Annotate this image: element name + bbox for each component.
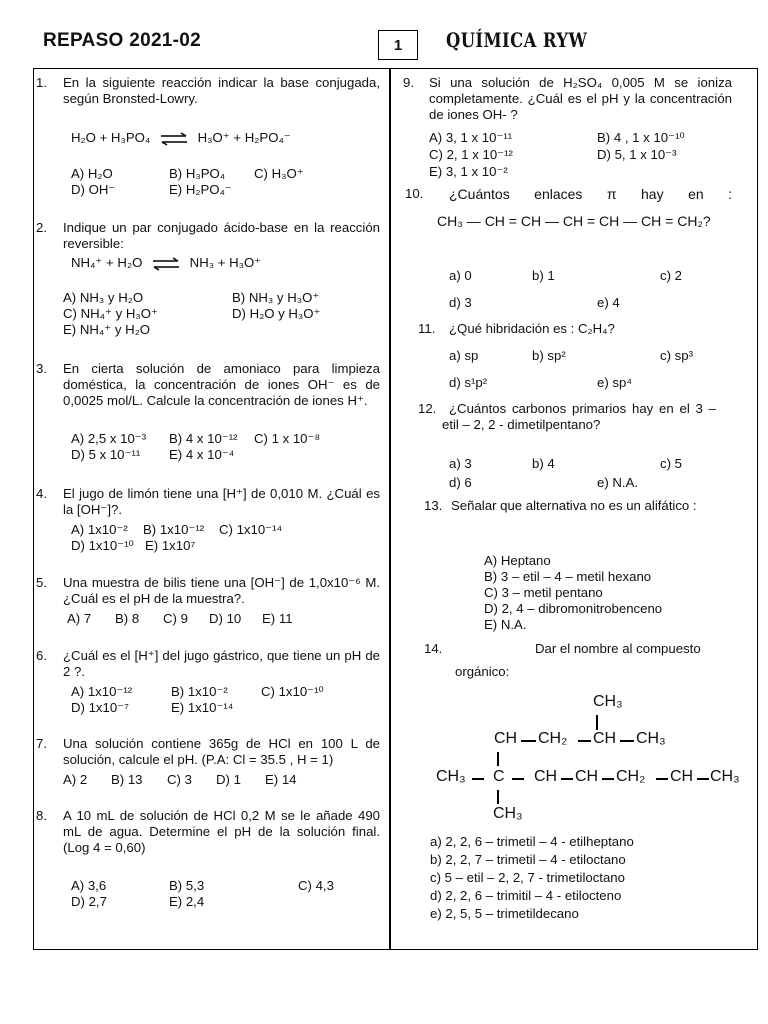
option-c: C) 2, 1 x 10⁻¹² — [429, 147, 513, 162]
option-b: B) 1x10⁻² — [171, 684, 228, 699]
option-c: c) sp³ — [660, 348, 693, 363]
option-d: D) 1x10⁻⁷ — [71, 700, 129, 715]
bond-horizontal — [697, 778, 709, 780]
question-text: Señalar que alternativa no es un alifático : — [451, 498, 697, 513]
question-3 — [36, 361, 380, 462]
bond-horizontal — [472, 778, 484, 780]
structural-formula — [398, 641, 740, 861]
formula: CH₃ — CH = CH — CH = CH — CH = CH₂? — [437, 213, 711, 229]
option-a: a) 3 — [449, 456, 472, 471]
struct-row2-ch-1: CH — [494, 730, 518, 747]
bond-horizontal — [512, 778, 524, 780]
option-c: C) 4,3 — [298, 878, 334, 893]
question-7 — [36, 736, 380, 787]
struct-row3-ch-3: CH — [670, 768, 694, 785]
question-text: Una solución contiene 365g de HCl en 100 L de solución, calcule el pH. (P.A: Cl = 35.5 , H = 1) — [63, 736, 380, 767]
option-a: a) 0 — [449, 268, 472, 283]
option-b: B) 1x10⁻¹² — [143, 522, 205, 537]
option-b: b) 2, 2, 7 – trimetil – 4 - etiloctano — [430, 852, 626, 867]
option-c: C) 3 — [167, 772, 192, 787]
struct-row3-ch3-right: CH₃ — [710, 768, 740, 785]
option-e: E) 14 — [265, 772, 297, 787]
question-6 — [36, 648, 380, 715]
option-b: B) 5,3 — [169, 878, 205, 893]
option-b: B) H₃PO₄ — [169, 166, 226, 181]
question-number: 5. — [36, 575, 47, 590]
option-d: D) 5 x 10⁻¹¹ — [71, 447, 141, 462]
struct-row3-c: C — [493, 768, 505, 785]
option-c: C) 1x10⁻¹⁴ — [219, 522, 283, 537]
option-c: C) NH₄⁺ y H₃O⁺ — [63, 306, 159, 321]
equilibrium-arrow-icon — [152, 258, 180, 270]
struct-top-ch3: CH₃ — [593, 693, 623, 710]
question-number: 13. — [424, 498, 443, 513]
question-12 — [398, 401, 732, 490]
option-b: b) 4 — [532, 456, 555, 471]
option-b: b) 1 — [532, 268, 555, 283]
option-d: d) s¹p² — [449, 375, 488, 390]
question-4 — [36, 486, 380, 553]
equation — [71, 255, 261, 271]
equation-left: NH₄⁺ + H₂O — [71, 255, 143, 270]
question-text: Si una solución de H₂SO₄ 0,005 M se ioniza completamente. ¿Cuál es el pH y la concentración de iones OH- ? — [429, 75, 732, 122]
bond-horizontal — [578, 740, 591, 742]
option-e: e) sp⁴ — [597, 375, 632, 390]
struct-row3-ch3-left: CH₃ — [436, 768, 466, 785]
question-number: 11. — [418, 321, 436, 336]
question-number: 8. — [36, 808, 47, 823]
option-b: b) sp² — [532, 348, 566, 363]
question-number: 6. — [36, 648, 47, 663]
question-9 — [398, 75, 732, 179]
option-d: D) H₂O y H₃O⁺ — [232, 306, 321, 321]
option-e: E) H₂PO₄⁻ — [169, 182, 232, 197]
struct-row3-ch-2: CH — [575, 768, 599, 785]
option-d: d) 2, 2, 6 – trimitil – 4 - etilocteno — [430, 888, 622, 903]
option-e: e) 2, 5, 5 – trimetildecano — [430, 906, 579, 921]
option-e: E) 1x10⁷ — [145, 538, 196, 553]
struct-row3-ch-1: CH — [534, 768, 558, 785]
struct-bottom-ch3: CH₃ — [493, 805, 523, 822]
question-text: ¿Cuántos enlaces π hay en : — [449, 186, 732, 202]
question-number: 10. — [405, 186, 424, 201]
question-text: ¿Cuántos carbonos primarios hay en el 3 – etil – 2, 2 - dimetilpentano? — [442, 401, 716, 432]
question-number: 7. — [36, 736, 47, 751]
bond-vertical — [497, 752, 499, 766]
struct-row3-ch2: CH₂ — [616, 768, 646, 785]
option-b: B) 3 – etil – 4 – metil hexano — [484, 569, 652, 584]
column-divider — [389, 68, 391, 950]
option-b: B) 13 — [111, 772, 143, 787]
option-a: A) H₂O — [71, 166, 113, 181]
bond-vertical — [596, 715, 598, 730]
question-1 — [36, 75, 380, 197]
option-a: A) 1x10⁻² — [71, 522, 128, 537]
question-5 — [36, 575, 380, 626]
bond-horizontal — [521, 740, 536, 742]
option-b: B) 4 x 10⁻¹² — [169, 431, 238, 446]
option-c: C) 1 x 10⁻⁸ — [254, 431, 321, 446]
option-b: B) NH₃ y H₃O⁺ — [232, 290, 320, 305]
equilibrium-arrow-icon — [160, 133, 188, 145]
question-number: 9. — [403, 75, 414, 90]
bond-horizontal — [561, 778, 573, 780]
option-a: A) 3, 1 x 10⁻¹¹ — [429, 130, 513, 145]
option-a: A) 3,6 — [71, 878, 107, 893]
question-text: En la siguiente reacción indicar la base conjugada, según Bronsted-Lowry. — [63, 75, 380, 106]
option-c: C) 3 – metil pentano — [484, 585, 603, 600]
option-a: a) 2, 2, 6 – trimetil – 4 - etilheptano — [430, 834, 634, 849]
question-text-line1: Dar el nombre al compuesto — [535, 641, 701, 656]
option-e: E) 4 x 10⁻⁴ — [169, 447, 235, 462]
option-d: D) OH⁻ — [71, 182, 116, 197]
header-title: REPASO 2021-02 — [43, 30, 202, 51]
question-number: 12. — [418, 401, 437, 416]
question-8 — [36, 808, 380, 909]
question-text: ¿Qué hibridación es : C₂H₄? — [449, 321, 615, 336]
question-text: ¿Cuál es el [H⁺] del jugo gástrico, que tiene un pH de 2 ?. — [63, 648, 380, 679]
option-a: A) Heptano — [484, 553, 551, 568]
question-number: 2. — [36, 220, 47, 235]
option-c: C) 1x10⁻¹⁰ — [261, 684, 324, 699]
option-e: E) NH₄⁺ y H₂O — [63, 322, 151, 337]
option-c: c) 2 — [660, 268, 682, 283]
question-number: 1. — [36, 75, 47, 90]
option-e: E) 11 — [262, 611, 293, 626]
option-d: D) 5, 1 x 10⁻³ — [597, 147, 677, 162]
option-e: E) 2,4 — [169, 894, 205, 909]
option-d: d) 6 — [449, 475, 472, 490]
option-c: c) 5 — [660, 456, 682, 471]
option-c: C) 9 — [163, 611, 188, 626]
question-text: Una muestra de bilis tiene una [OH⁻] de 1,0x10⁻⁶ M. ¿Cuál es el pH de la muestra?. — [63, 575, 380, 606]
option-d: D) 2, 4 – dibromonitrobenceno — [484, 601, 663, 616]
option-a: A) 1x10⁻¹² — [71, 684, 133, 699]
option-a: a) sp — [449, 348, 479, 363]
bond-vertical — [497, 790, 499, 804]
struct-row2-ch2: CH₂ — [538, 730, 568, 747]
question-number: 14. — [424, 641, 443, 656]
question-text: El jugo de limón tiene una [H⁺] de 0,010 M. ¿Cuál es la [OH⁻]?. — [63, 486, 380, 517]
option-d: d) 3 — [449, 295, 472, 310]
question-number: 4. — [36, 486, 47, 501]
option-d: D) 1x10⁻¹⁰ — [71, 538, 134, 553]
question-number: 3. — [36, 361, 47, 376]
option-a: A) 2 — [63, 772, 88, 787]
bond-horizontal — [602, 778, 614, 780]
bond-horizontal — [620, 740, 634, 742]
struct-row2-ch-2: CH — [593, 730, 617, 747]
equation-left: H₂O + H₃PO₄ — [71, 130, 151, 145]
question-text: A 10 mL de solución de HCl 0,2 M se le añade 490 mL de agua. Determine el pH de la solución final. (Log 4 = 0,60) — [63, 808, 380, 855]
page-number-box: 1 — [378, 30, 418, 60]
option-e: E) 1x10⁻¹⁴ — [171, 700, 234, 715]
option-d: D) 10 — [209, 611, 242, 626]
question-text: Indique un par conjugado ácido-base en la reacción reversible: — [63, 220, 380, 251]
option-b: B) 8 — [115, 611, 140, 626]
question-10 — [398, 186, 732, 310]
bond-horizontal — [656, 778, 668, 780]
option-e: e) 4 — [597, 295, 620, 310]
question-text: En cierta solución de amoniaco para limpieza doméstica, la concentración de iones OH⁻ es de 0,0025 mol/L. Calcule la concentración de iones H⁺. — [63, 361, 380, 408]
equation — [71, 130, 291, 146]
option-c: C) H₃O⁺ — [254, 166, 304, 181]
equation-right: H₃O⁺ + H₂PO₄⁻ — [197, 130, 291, 145]
option-b: B) 4 , 1 x 10⁻¹⁰ — [597, 130, 685, 145]
option-a: A) 2,5 x 10⁻³ — [71, 431, 147, 446]
equation-right: NH₃ + H₃O⁺ — [189, 255, 262, 270]
question-2 — [36, 220, 380, 337]
option-e: E) N.A. — [484, 617, 527, 632]
option-d: D) 2,7 — [71, 894, 107, 909]
struct-row2-ch3: CH₃ — [636, 730, 666, 747]
option-e: e) N.A. — [597, 475, 639, 490]
option-e: E) 3, 1 x 10⁻² — [429, 164, 508, 179]
header-subject: QUÍMICA RYW — [446, 28, 588, 52]
option-d: D) 1 — [216, 772, 241, 787]
option-c: c) 5 – etil – 2, 2, 7 - trimetiloctano — [430, 870, 625, 885]
option-a: A) NH₃ y H₂O — [63, 290, 144, 305]
question-text-line2: orgánico: — [455, 664, 510, 679]
option-a: A) 7 — [67, 611, 92, 626]
